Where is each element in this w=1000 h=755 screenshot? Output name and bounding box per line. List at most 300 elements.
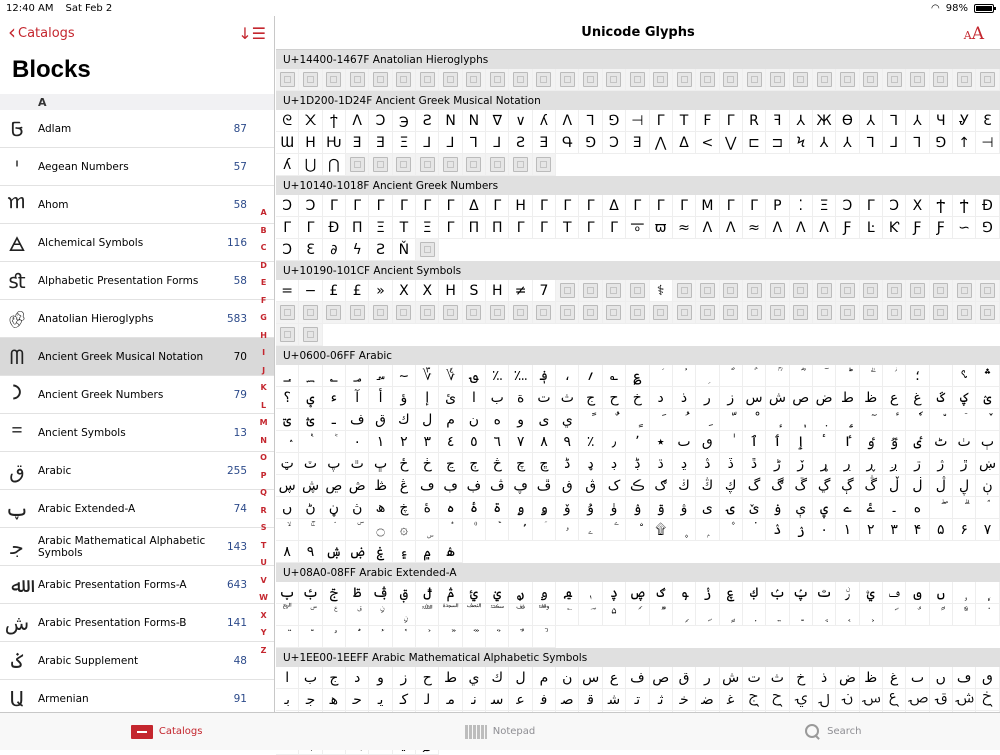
missing-glyph-cell[interactable] xyxy=(836,302,859,324)
glyph-cell[interactable]: ؉ xyxy=(486,365,509,387)
glyph-cell[interactable]: ش xyxy=(766,387,789,409)
missing-glyph-cell[interactable] xyxy=(509,302,532,324)
font-size-button[interactable]: AA xyxy=(963,24,984,44)
index-letter[interactable]: U xyxy=(260,558,267,567)
glyph-cell[interactable]: ؽ xyxy=(976,387,999,409)
glyph-cell[interactable]: ؏ xyxy=(626,365,649,387)
missing-glyph-cell[interactable] xyxy=(416,69,439,91)
glyph-cell[interactable]: Η xyxy=(509,195,532,217)
glyph-cell[interactable]: ي xyxy=(556,409,579,431)
glyph-cell[interactable]: ⊏ xyxy=(743,132,766,154)
missing-glyph-cell[interactable] xyxy=(369,69,392,91)
glyph-cell[interactable]: ؍ xyxy=(579,365,602,387)
index-letter[interactable]: M xyxy=(259,418,268,427)
glyph-cell[interactable]: ٥ xyxy=(463,431,486,453)
glyph-cell[interactable]: ⊣ xyxy=(626,110,649,132)
missing-glyph-cell[interactable] xyxy=(556,69,579,91)
glyph-cell[interactable]: ۰ xyxy=(813,519,836,541)
glyph-cell[interactable]: ڡ xyxy=(416,475,439,497)
glyph-cell[interactable]: R xyxy=(743,110,766,132)
missing-glyph-cell[interactable] xyxy=(603,69,626,91)
missing-glyph-cell[interactable] xyxy=(509,69,532,91)
glyph-cell[interactable]: څ xyxy=(486,453,509,475)
glyph-cell[interactable]: Ν xyxy=(463,110,486,132)
glyph-cell[interactable]: ≠ xyxy=(509,280,532,302)
missing-glyph-cell[interactable] xyxy=(930,302,953,324)
glyph-cell[interactable]: 𞸡 xyxy=(276,689,299,711)
missing-glyph-cell[interactable] xyxy=(883,302,906,324)
missing-glyph-cell[interactable] xyxy=(696,280,719,302)
missing-glyph-cell[interactable] xyxy=(579,302,602,324)
glyph-cell[interactable] xyxy=(883,409,906,431)
glyph-cell[interactable]: ڇ xyxy=(533,453,556,475)
back-button[interactable] xyxy=(8,20,75,44)
glyph-cell[interactable]: ؼ xyxy=(953,387,976,409)
glyph-cell[interactable] xyxy=(369,626,392,648)
glyph-cell[interactable]: ⅂ xyxy=(579,110,602,132)
glyph-cell[interactable]: ٵ xyxy=(836,431,859,453)
glyph-cell[interactable] xyxy=(743,365,766,387)
glyph-cell[interactable]: Δ xyxy=(603,195,626,217)
glyph-cell[interactable]: Γ xyxy=(603,217,626,239)
block-row[interactable] xyxy=(0,528,274,566)
glyph-cell[interactable]: Γ xyxy=(650,110,673,132)
glyph-cell[interactable]: 𞸅 xyxy=(369,667,392,689)
glyph-cell[interactable]: ʎ xyxy=(533,110,556,132)
missing-glyph-cell[interactable] xyxy=(533,69,556,91)
glyph-cell[interactable]: Ɖ xyxy=(323,217,346,239)
glyph-cell[interactable]: Ѳ xyxy=(836,110,859,132)
glyph-cell[interactable]: 𞸞 xyxy=(953,667,976,689)
glyph-cell[interactable]: و xyxy=(509,409,532,431)
glyph-cell[interactable]: ا xyxy=(463,387,486,409)
glyph-cell[interactable] xyxy=(346,519,369,541)
glyph-cell[interactable]: ࢮ xyxy=(603,582,626,604)
glyph-cell[interactable]: ، xyxy=(556,365,579,387)
glyph-cell[interactable]: ٯ xyxy=(696,431,719,453)
tab-catalogs[interactable] xyxy=(0,713,333,750)
glyph-cell[interactable]: ف xyxy=(346,409,369,431)
glyph-cell[interactable]: ؛ xyxy=(906,365,929,387)
missing-glyph-cell[interactable] xyxy=(650,302,673,324)
glyph-cell[interactable]: Ϟ xyxy=(790,132,813,154)
glyph-cell[interactable]: ق xyxy=(369,409,392,431)
missing-glyph-cell[interactable] xyxy=(930,280,953,302)
glyph-cell[interactable]: ٴ xyxy=(813,431,836,453)
glyph-cell[interactable]: ۈ xyxy=(603,497,626,519)
glyph-cell[interactable]: ⅂ xyxy=(883,110,906,132)
glyph-cell[interactable]: 𞸚 xyxy=(860,667,883,689)
glyph-cell[interactable] xyxy=(696,604,719,626)
glyph-cell[interactable]: ࢱ xyxy=(673,582,696,604)
glyph-cell[interactable]: ڻ xyxy=(299,497,322,519)
glyph-cell[interactable]: ؎ xyxy=(603,365,626,387)
glyph-cell[interactable]: ڵ xyxy=(883,475,906,497)
glyph-cell[interactable]: ࢡ xyxy=(299,582,322,604)
missing-glyph-cell[interactable] xyxy=(463,69,486,91)
glyph-cell[interactable]: Γ xyxy=(276,217,299,239)
missing-glyph-cell[interactable] xyxy=(369,302,392,324)
missing-glyph-cell[interactable] xyxy=(463,302,486,324)
glyph-cell[interactable] xyxy=(439,604,462,626)
glyph-cell[interactable]: ڮ xyxy=(720,475,743,497)
glyph-cell[interactable] xyxy=(976,604,999,626)
glyph-cell[interactable]: Γ xyxy=(509,217,532,239)
glyph-cell[interactable] xyxy=(696,409,719,431)
glyph-cell[interactable] xyxy=(463,604,486,626)
glyph-cell[interactable] xyxy=(603,409,626,431)
missing-glyph-cell[interactable] xyxy=(346,154,369,176)
glyph-cell[interactable]: Ʌ xyxy=(346,110,369,132)
glyph-cell[interactable] xyxy=(486,626,509,648)
glyph-cell[interactable]: 𞸊 xyxy=(486,667,509,689)
missing-glyph-cell[interactable] xyxy=(369,154,392,176)
glyph-cell[interactable]: 𞸓 xyxy=(696,667,719,689)
glyph-cell[interactable]: ڍ xyxy=(673,453,696,475)
glyph-cell[interactable]: ࢥ xyxy=(393,582,416,604)
glyph-cell[interactable]: Π xyxy=(486,217,509,239)
glyph-cell[interactable]: ع xyxy=(883,387,906,409)
glyph-cell[interactable]: ۺ xyxy=(323,541,346,563)
missing-glyph-cell[interactable] xyxy=(276,324,299,346)
glyph-cell[interactable]: Λ xyxy=(766,217,789,239)
glyph-cell[interactable]: 𞸩 xyxy=(369,689,392,711)
missing-glyph-cell[interactable] xyxy=(860,280,883,302)
glyph-cell[interactable] xyxy=(720,365,743,387)
glyph-cell[interactable]: Γ xyxy=(323,195,346,217)
glyph-cell[interactable]: ث xyxy=(556,387,579,409)
glyph-cell[interactable]: ۝ xyxy=(369,519,392,541)
glyph-cell[interactable]: 𞸶 xyxy=(650,689,673,711)
index-letter[interactable]: B xyxy=(260,225,267,235)
missing-glyph-cell[interactable] xyxy=(976,69,999,91)
glyph-cell[interactable]: 𞸫 xyxy=(416,689,439,711)
glyph-cell[interactable]: ٬ xyxy=(626,431,649,453)
glyph-cell[interactable]: Ƒ xyxy=(930,217,953,239)
glyph-cell[interactable]: ؤ xyxy=(393,387,416,409)
missing-glyph-cell[interactable] xyxy=(439,302,462,324)
glyph-cell[interactable]: ࢢ xyxy=(323,582,346,604)
glyph-cell[interactable]: ۻ xyxy=(346,541,369,563)
glyph-cell[interactable] xyxy=(790,604,813,626)
block-row[interactable] xyxy=(0,338,274,376)
missing-glyph-cell[interactable] xyxy=(439,154,462,176)
block-row[interactable] xyxy=(0,642,274,680)
glyph-cell[interactable]: ۼ xyxy=(369,541,392,563)
glyph-cell[interactable]: 𞸇 xyxy=(416,667,439,689)
glyph-cell[interactable] xyxy=(906,604,929,626)
glyph-cell[interactable]: ڐ xyxy=(743,453,766,475)
glyph-cell[interactable]: £ xyxy=(323,280,346,302)
glyph-cell[interactable]: ؾ xyxy=(276,409,299,431)
index-letter[interactable]: X xyxy=(260,610,267,620)
index-letter[interactable]: D xyxy=(260,260,267,270)
glyph-cell[interactable]: Λ xyxy=(790,217,813,239)
index-letter[interactable]: K xyxy=(260,383,267,392)
glyph-cell[interactable]: ٤ xyxy=(439,431,462,453)
glyph-cell[interactable]: 𞸲 xyxy=(579,689,602,711)
glyph-cell[interactable]: ڒ xyxy=(790,453,813,475)
glyph-cell[interactable]: Ƨ xyxy=(416,110,439,132)
glyph-cell[interactable]: Ч xyxy=(930,110,953,132)
glyph-cell[interactable]: Ƒ xyxy=(906,217,929,239)
glyph-cell[interactable]: Н xyxy=(299,132,322,154)
missing-glyph-cell[interactable] xyxy=(766,302,789,324)
glyph-cell[interactable]: ≈ xyxy=(743,217,766,239)
glyph-cell[interactable]: 𞸃 xyxy=(346,667,369,689)
glyph-cell[interactable]: ڕ xyxy=(860,453,883,475)
glyph-cell[interactable]: ⋂ xyxy=(323,154,346,176)
glyph-cell[interactable]: ؆ xyxy=(416,365,439,387)
glyph-cell[interactable]: ڣ xyxy=(463,475,486,497)
glyph-cell[interactable]: Γ xyxy=(860,195,883,217)
glyph-cell[interactable]: 𞸁 xyxy=(299,667,322,689)
glyph-cell[interactable]: ࢧ xyxy=(439,582,462,604)
glyph-cell[interactable]: Ŀ xyxy=(860,217,883,239)
glyph-cell[interactable]: Δ xyxy=(673,132,696,154)
glyph-cell[interactable] xyxy=(533,626,556,648)
glyph-cell[interactable]: ؞ xyxy=(976,365,999,387)
glyph-cell[interactable]: ٣ xyxy=(416,431,439,453)
glyph-cell[interactable]: 𞹉 xyxy=(790,689,813,711)
missing-glyph-cell[interactable] xyxy=(906,302,929,324)
missing-glyph-cell[interactable] xyxy=(673,69,696,91)
glyph-cell[interactable]: ⅂ xyxy=(906,132,929,154)
glyph-cell[interactable]: ٶ xyxy=(860,431,883,453)
glyph-cell[interactable] xyxy=(673,519,696,541)
glyph-cell[interactable]: ٺ xyxy=(953,431,976,453)
glyph-cell[interactable]: ۾ xyxy=(416,541,439,563)
missing-glyph-cell[interactable] xyxy=(299,302,322,324)
index-letter[interactable]: G xyxy=(260,313,267,322)
glyph-cell[interactable]: ؊ xyxy=(509,365,532,387)
glyph-cell[interactable] xyxy=(836,365,859,387)
missing-glyph-cell[interactable] xyxy=(463,154,486,176)
glyph-cell[interactable]: Ǝ xyxy=(346,132,369,154)
glyph-cell[interactable]: 7 xyxy=(533,280,556,302)
glyph-cell[interactable]: Ɛ xyxy=(299,239,322,261)
glyph-cell[interactable]: ࢭ xyxy=(579,582,602,604)
glyph-cell[interactable]: ۱ xyxy=(836,519,859,541)
glyph-cell[interactable]: ⅁ xyxy=(976,217,999,239)
glyph-cell[interactable]: 𞸒 xyxy=(673,667,696,689)
glyph-cell[interactable]: ⅂ xyxy=(463,132,486,154)
missing-glyph-cell[interactable] xyxy=(813,302,836,324)
glyph-cell[interactable]: Ɔ xyxy=(276,195,299,217)
glyph-cell[interactable]: ࢶ xyxy=(766,582,789,604)
missing-glyph-cell[interactable] xyxy=(393,154,416,176)
glyph-cell[interactable]: ࢦ xyxy=(416,582,439,604)
glyph-cell[interactable]: ۵ xyxy=(930,519,953,541)
missing-glyph-cell[interactable] xyxy=(720,280,743,302)
glyph-cell[interactable]: ک xyxy=(603,475,626,497)
glyph-cell[interactable]: Γ xyxy=(369,195,392,217)
glyph-cell[interactable]: خ xyxy=(626,387,649,409)
glyph-cell[interactable]: ے xyxy=(836,497,859,519)
glyph-cell[interactable]: ⅃ xyxy=(486,132,509,154)
glyph-cell[interactable]: 𞸔 xyxy=(720,667,743,689)
glyph-cell[interactable]: ې xyxy=(790,497,813,519)
glyph-cell[interactable]: ڪ xyxy=(626,475,649,497)
glyph-cell[interactable]: غ xyxy=(906,387,929,409)
glyph-cell[interactable]: ؁ xyxy=(299,365,322,387)
block-row[interactable] xyxy=(0,452,274,490)
block-row[interactable] xyxy=(0,604,274,642)
glyph-cell[interactable] xyxy=(323,519,346,541)
glyph-cell[interactable] xyxy=(766,365,789,387)
missing-glyph-cell[interactable] xyxy=(533,302,556,324)
glyph-cell[interactable]: ٨ xyxy=(533,431,556,453)
glyph-cell[interactable]: ∇ xyxy=(486,110,509,132)
glyph-cell[interactable]: 𞸬 xyxy=(439,689,462,711)
glyph-cell[interactable]: ٿ xyxy=(346,453,369,475)
glyph-cell[interactable]: ں xyxy=(276,497,299,519)
glyph-cell[interactable]: ۋ xyxy=(673,497,696,519)
glyph-cell[interactable]: ێ xyxy=(743,497,766,519)
glyph-cell[interactable]: 𞸆 xyxy=(393,667,416,689)
index-letter[interactable]: P xyxy=(260,470,267,480)
glyph-cell[interactable]: ⅁ xyxy=(579,132,602,154)
missing-glyph-cell[interactable] xyxy=(976,302,999,324)
block-row[interactable] xyxy=(0,186,274,224)
glyph-cell[interactable]: ھ xyxy=(369,497,392,519)
glyph-cell[interactable]: < xyxy=(696,132,719,154)
glyph-cell[interactable] xyxy=(299,519,322,541)
glyph-cell[interactable]: £ xyxy=(346,280,369,302)
index-letter[interactable]: S xyxy=(260,523,267,532)
glyph-cell[interactable]: Ƒ xyxy=(836,217,859,239)
missing-glyph-cell[interactable] xyxy=(743,280,766,302)
glyph-cell[interactable]: ڞ xyxy=(346,475,369,497)
glyph-cell[interactable]: ز xyxy=(720,387,743,409)
glyph-cell[interactable] xyxy=(626,519,649,541)
glyph-cell[interactable] xyxy=(720,409,743,431)
glyph-cell[interactable]: ۽ xyxy=(393,541,416,563)
glyph-cell[interactable]: ٫ xyxy=(603,431,626,453)
glyph-cell[interactable] xyxy=(556,604,579,626)
glyph-cell[interactable]: ڋ xyxy=(626,453,649,475)
glyph-cell[interactable]: Τ xyxy=(673,110,696,132)
missing-glyph-cell[interactable] xyxy=(603,302,626,324)
glyph-cell[interactable]: ڲ xyxy=(813,475,836,497)
glyph-cell[interactable] xyxy=(299,626,322,648)
block-row[interactable] xyxy=(0,566,274,604)
glyph-cell[interactable]: ۯ xyxy=(790,519,813,541)
glyph-cell[interactable] xyxy=(299,431,322,453)
glyph-cell[interactable]: ؄ xyxy=(369,365,392,387)
glyph-cell[interactable]: ⅄ xyxy=(836,132,859,154)
glyph-cell[interactable]: ۳ xyxy=(883,519,906,541)
missing-glyph-cell[interactable] xyxy=(720,302,743,324)
glyph-cell[interactable] xyxy=(813,365,836,387)
glyph-cell[interactable]: Ⅹ xyxy=(416,280,439,302)
glyph-cell[interactable] xyxy=(720,604,743,626)
glyph-cell[interactable] xyxy=(299,604,322,626)
glyph-cell[interactable]: Գ xyxy=(556,132,579,154)
glyph-cell[interactable]: 𞸢 xyxy=(299,689,322,711)
glyph-cell[interactable] xyxy=(276,604,299,626)
glyph-cell[interactable]: ډ xyxy=(579,453,602,475)
glyph-cell[interactable]: Π xyxy=(346,217,369,239)
glyph-cell[interactable]: ځ xyxy=(393,453,416,475)
block-row[interactable] xyxy=(0,262,274,300)
glyph-cell[interactable]: ڰ xyxy=(766,475,789,497)
missing-glyph-cell[interactable] xyxy=(509,154,532,176)
glyph-cell[interactable]: ᘓ xyxy=(276,110,299,132)
tab-notepad[interactable] xyxy=(333,713,666,750)
glyph-cell[interactable]: ة xyxy=(509,387,532,409)
glyph-cell[interactable]: ڛ xyxy=(276,475,299,497)
glyph-cell[interactable]: 𞹍 xyxy=(836,689,859,711)
glyph-cell[interactable]: گ xyxy=(743,475,766,497)
missing-glyph-cell[interactable] xyxy=(393,302,416,324)
glyph-cell[interactable]: ؀ xyxy=(276,365,299,387)
tab-search[interactable] xyxy=(667,713,1000,750)
glyph-cell[interactable]: ⅃ xyxy=(883,132,906,154)
glyph-cell[interactable]: ۦ xyxy=(579,519,602,541)
glyph-cell[interactable]: 𞹏 xyxy=(883,689,906,711)
glyph-cell[interactable]: ۓ xyxy=(860,497,883,519)
glyph-cell[interactable]: ۞ xyxy=(393,519,416,541)
glyph-cell[interactable]: Γ xyxy=(299,217,322,239)
glyph-cell[interactable]: ٽ xyxy=(299,453,322,475)
glyph-cell[interactable]: ڌ xyxy=(650,453,673,475)
glyph-cell[interactable]: Ǝ xyxy=(369,132,392,154)
glyph-cell[interactable]: 𞸵 xyxy=(626,689,649,711)
glyph-cell[interactable]: ڎ xyxy=(696,453,719,475)
glyph-cell[interactable]: ۇ xyxy=(579,497,602,519)
glyph-cell[interactable]: ۲ xyxy=(860,519,883,541)
block-row[interactable] xyxy=(0,300,274,338)
glyph-cell[interactable]: 𞸍 xyxy=(556,667,579,689)
glyph-cell[interactable]: 𞸷 xyxy=(673,689,696,711)
glyph-cell[interactable]: N xyxy=(439,110,462,132)
glyph-cell[interactable]: ر xyxy=(696,387,719,409)
glyph-cell[interactable]: ࢴ xyxy=(743,582,766,604)
glyph-cell[interactable]: ڴ xyxy=(860,475,883,497)
glyph-cell[interactable]: ࢯ xyxy=(626,582,649,604)
glyph-cell[interactable]: ۹ xyxy=(299,541,322,563)
glyph-cell[interactable]: Ɔ xyxy=(836,195,859,217)
glyph-cell[interactable] xyxy=(650,409,673,431)
block-row[interactable] xyxy=(0,148,274,186)
glyph-cell[interactable] xyxy=(976,582,999,604)
glyph-cell[interactable] xyxy=(346,626,369,648)
glyph-cell[interactable]: ہ xyxy=(439,497,462,519)
glyph-cell[interactable]: ڄ xyxy=(463,453,486,475)
glyph-cell[interactable]: 𞸂 xyxy=(323,667,346,689)
glyph-cell[interactable]: ↑ xyxy=(953,132,976,154)
glyph-cell[interactable] xyxy=(743,604,766,626)
glyph-cell[interactable]: ⅁ xyxy=(930,132,953,154)
index-letter[interactable]: E xyxy=(260,278,267,287)
missing-glyph-cell[interactable] xyxy=(696,302,719,324)
glyph-cell[interactable]: Γ xyxy=(650,195,673,217)
glyph-cell[interactable]: ꟻ xyxy=(766,110,789,132)
glyph-cell[interactable] xyxy=(906,409,929,431)
glyph-cell[interactable]: ࢠ xyxy=(276,582,299,604)
glyph-cell[interactable]: م xyxy=(439,409,462,431)
glyph-cell[interactable] xyxy=(673,409,696,431)
missing-glyph-cell[interactable] xyxy=(416,302,439,324)
glyph-cell[interactable]: ⊐ xyxy=(766,132,789,154)
glyph-cell[interactable] xyxy=(393,604,416,626)
glyph-cell[interactable]: ٲ xyxy=(766,431,789,453)
glyph-cell[interactable]: ۶ xyxy=(953,519,976,541)
glyph-cell[interactable]: Γ xyxy=(533,195,556,217)
glyph-cell[interactable]: ⁚ xyxy=(790,195,813,217)
glyph-cell[interactable]: Ɯ xyxy=(276,132,299,154)
